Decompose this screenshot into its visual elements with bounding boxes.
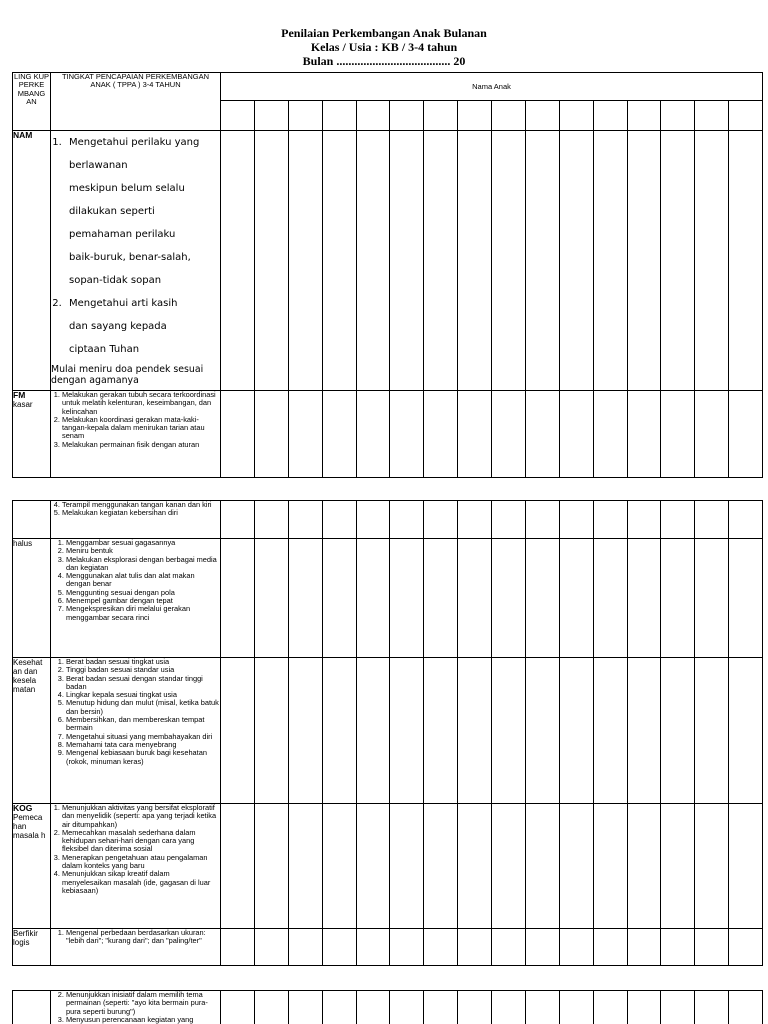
domain-label-halus: halus — [13, 539, 33, 548]
score-cell[interactable] — [492, 658, 526, 804]
score-cell[interactable] — [254, 391, 288, 478]
indicator-item: 5. Menggunting sesuai dengan pola — [66, 589, 220, 597]
score-cell[interactable] — [695, 804, 729, 929]
score-cell[interactable] — [288, 131, 322, 391]
score-cell[interactable] — [424, 658, 458, 804]
score-cell[interactable] — [525, 804, 559, 929]
name-cell[interactable] — [559, 101, 593, 131]
indicator-item: 4. Lingkar kepala sesuai tingkat usia — [66, 691, 220, 699]
score-cell[interactable] — [593, 929, 627, 966]
nam-indicator-2: 2. Mengetahui arti kasih dan sayang kepada ciptaan Tuhan — [65, 292, 220, 361]
nam-tail: Mulai meniru doa pendek sesuai dengan agamanya — [51, 364, 204, 386]
score-cell[interactable] — [661, 804, 695, 929]
tppa-header: TINGKAT PENCAPAIAN PERKEMBANGAN ANAK ( TPPA ) 3-4 TAHUN — [51, 73, 221, 131]
score-cell[interactable] — [559, 929, 593, 966]
score-cell[interactable] — [288, 539, 322, 658]
name-cell[interactable] — [627, 101, 661, 131]
score-cell[interactable] — [492, 391, 526, 478]
score-cell[interactable] — [322, 131, 356, 391]
score-cell[interactable] — [390, 131, 424, 391]
indicator-item: 6. Membersihkan, dan membereskan tempat bermain — [66, 716, 220, 733]
score-cell[interactable] — [695, 539, 729, 658]
indicator-item: 2. Menunjukkan inisiatif dalam memilih tema permainan (seperti: "ayo kita bermain pura-pura seperti burung") — [66, 991, 220, 1016]
score-cell[interactable] — [424, 501, 458, 539]
score-cell[interactable] — [356, 991, 390, 1024]
domain-code-kog: KOG — [13, 803, 33, 813]
score-cell[interactable] — [288, 658, 322, 804]
name-cell[interactable] — [390, 101, 424, 131]
name-cell[interactable] — [593, 101, 627, 131]
domain-code-fm: FM — [13, 390, 26, 400]
indicator-item: 1. Menggambar sesuai gagasannya — [66, 539, 220, 547]
score-cell[interactable] — [288, 501, 322, 539]
score-cell[interactable] — [356, 929, 390, 966]
score-cell[interactable] — [356, 501, 390, 539]
domain-label-logis: Berfikir logis — [13, 929, 38, 947]
indicator-item: 2. Melakukan koordinasi gerakan mata-kaki-tangan-kepala dalam menirukan tarian atau senam — [62, 416, 220, 441]
score-cell[interactable] — [322, 391, 356, 478]
name-cell[interactable] — [661, 101, 695, 131]
fm-kasar-indicators — [51, 391, 221, 478]
indicator-item: 6. Menempel gambar dengan tepat — [66, 597, 220, 605]
name-cell[interactable] — [221, 101, 255, 131]
score-cell[interactable] — [525, 991, 559, 1024]
indicator-item: 1. Menunjukkan aktivitas yang bersifat eksploratif dan menyelidik (seperti: apa yang terjadi ketika air ditumpahkan) — [62, 804, 220, 829]
domain-cell-kesehatan — [13, 658, 51, 804]
score-cell[interactable] — [356, 539, 390, 658]
score-cell[interactable] — [525, 391, 559, 478]
score-cell[interactable] — [525, 131, 559, 391]
score-cell[interactable] — [695, 391, 729, 478]
score-cell[interactable] — [424, 539, 458, 658]
domain-cell-logis — [13, 929, 51, 966]
score-cell[interactable] — [525, 539, 559, 658]
score-cell[interactable] — [322, 929, 356, 966]
score-cell[interactable] — [424, 131, 458, 391]
indicator-item: 2. Meniru bentuk — [66, 547, 220, 555]
assessment-table-1 — [12, 72, 763, 478]
score-cell[interactable] — [695, 991, 729, 1024]
indicator-item: 5. Menutup hidung dan mulut (misal, ketika batuk dan bersin) — [66, 699, 220, 716]
score-cell[interactable] — [221, 991, 255, 1024]
score-cell[interactable] — [729, 501, 763, 539]
score-cell[interactable] — [322, 539, 356, 658]
score-cell[interactable] — [593, 391, 627, 478]
name-cell[interactable] — [424, 101, 458, 131]
score-cell[interactable] — [729, 991, 763, 1024]
score-cell[interactable] — [661, 501, 695, 539]
indicator-item: 2. Memecahkan masalah sederhana dalam kehidupan sehari-hari dengan cara yang fleksibel dan diterima sosial — [62, 829, 220, 854]
score-cell[interactable] — [559, 658, 593, 804]
month-line: Bulan ...................................... 20 — [302, 54, 466, 68]
domain-cell-empty — [13, 501, 51, 539]
score-cell[interactable] — [356, 804, 390, 929]
score-cell[interactable] — [356, 658, 390, 804]
score-cell[interactable] — [254, 658, 288, 804]
score-cell[interactable] — [627, 391, 661, 478]
score-cell[interactable] — [254, 929, 288, 966]
score-cell[interactable] — [492, 501, 526, 539]
score-cell[interactable] — [695, 501, 729, 539]
score-cell[interactable] — [322, 804, 356, 929]
kesehatan-indicators — [51, 658, 221, 804]
score-cell[interactable] — [729, 658, 763, 804]
score-cell[interactable] — [627, 658, 661, 804]
score-cell[interactable] — [559, 804, 593, 929]
score-cell[interactable] — [254, 539, 288, 658]
domain-code-nam: NAM — [13, 130, 33, 140]
report-title: Penilaian Perkembangan Anak Bulanan — [281, 26, 487, 40]
score-cell[interactable] — [559, 991, 593, 1024]
score-cell[interactable] — [424, 391, 458, 478]
score-cell[interactable] — [661, 929, 695, 966]
assessment-table-2 — [12, 500, 763, 966]
score-cell[interactable] — [221, 501, 255, 539]
score-cell[interactable] — [593, 131, 627, 391]
score-cell[interactable] — [661, 539, 695, 658]
score-cell[interactable] — [322, 658, 356, 804]
indicator-item: 4. Terampil menggunakan tangan kanan dan kiri — [62, 501, 220, 509]
score-cell[interactable] — [627, 131, 661, 391]
bottom-indicators — [51, 991, 221, 1024]
nama-anak-header: Nama Anak — [221, 73, 763, 101]
score-cell[interactable] — [221, 391, 255, 478]
score-cell[interactable] — [424, 804, 458, 929]
score-cell[interactable] — [221, 929, 255, 966]
kog-indicators — [51, 804, 221, 929]
score-cell[interactable] — [729, 131, 763, 391]
score-cell[interactable] — [627, 804, 661, 929]
score-cell[interactable] — [695, 929, 729, 966]
score-cell[interactable] — [627, 991, 661, 1024]
score-cell[interactable] — [288, 391, 322, 478]
score-cell[interactable] — [390, 391, 424, 478]
score-cell[interactable] — [254, 991, 288, 1024]
score-cell[interactable] — [729, 391, 763, 478]
lingkup-header: LING KUP PERKE MBANG AN — [13, 73, 51, 131]
score-cell[interactable] — [458, 539, 492, 658]
score-cell[interactable] — [593, 804, 627, 929]
score-cell[interactable] — [288, 929, 322, 966]
score-cell[interactable] — [492, 131, 526, 391]
name-cell[interactable] — [525, 101, 559, 131]
score-cell[interactable] — [661, 131, 695, 391]
indicator-item: 3. Menyusun perencanaan kegiatan yang — [66, 1016, 220, 1024]
score-cell[interactable] — [661, 391, 695, 478]
score-cell[interactable] — [458, 804, 492, 929]
score-cell[interactable] — [254, 501, 288, 539]
domain-cell-empty — [13, 991, 51, 1024]
indicator-item: 2. Tinggi badan sesuai standar usia — [66, 666, 220, 674]
indicator-item: 8. Memahami tata cara menyebrang — [66, 741, 220, 749]
score-cell[interactable] — [492, 991, 526, 1024]
score-cell[interactable] — [593, 991, 627, 1024]
indicator-item: 5. Melakukan kegiatan kebersihan diri — [62, 509, 220, 517]
logis-indicators — [51, 929, 221, 966]
score-cell[interactable] — [695, 131, 729, 391]
score-cell[interactable] — [390, 539, 424, 658]
name-cell[interactable] — [254, 101, 288, 131]
domain-cell-kog — [13, 804, 51, 929]
halus-indicators — [51, 539, 221, 658]
score-cell[interactable] — [424, 929, 458, 966]
score-cell[interactable] — [661, 991, 695, 1024]
score-cell[interactable] — [492, 929, 526, 966]
score-cell[interactable] — [559, 539, 593, 658]
domain-label-kesehatan: Kesehat an dan kesela matan — [13, 658, 43, 694]
domain-label-kog: Pemeca han masala h — [13, 813, 46, 840]
indicator-item: 3. Menerapkan pengetahuan atau pengalaman dalam konteks yang baru — [62, 854, 220, 871]
indicator-item: 7. Mengetahui situasi yang membahayakan diri — [66, 733, 220, 741]
score-cell[interactable] — [390, 991, 424, 1024]
indicator-item: 1. Mengenal perbedaan berdasarkan ukuran: "lebih dari"; "kurang dari"; dan "paling/ter" — [66, 929, 220, 946]
score-cell[interactable] — [627, 501, 661, 539]
score-cell[interactable] — [593, 501, 627, 539]
score-cell[interactable] — [458, 501, 492, 539]
name-cell[interactable] — [288, 101, 322, 131]
score-cell[interactable] — [424, 991, 458, 1024]
score-cell[interactable] — [729, 929, 763, 966]
name-cell[interactable] — [356, 101, 390, 131]
name-cell[interactable] — [492, 101, 526, 131]
domain-cell-nam — [13, 131, 51, 391]
score-cell[interactable] — [221, 131, 255, 391]
score-cell[interactable] — [627, 929, 661, 966]
score-cell[interactable] — [559, 501, 593, 539]
score-cell[interactable] — [559, 131, 593, 391]
score-cell[interactable] — [695, 658, 729, 804]
score-cell[interactable] — [221, 539, 255, 658]
score-cell[interactable] — [492, 804, 526, 929]
indicator-item: 1. Melakukan gerakan tubuh secara terkoordinasi untuk melatih kelenturan, keseimbangan, dan kelincahan — [62, 391, 220, 416]
assessment-table-3 — [12, 990, 763, 1024]
score-cell[interactable] — [390, 929, 424, 966]
score-cell[interactable] — [288, 991, 322, 1024]
indicator-item: 3. Melakukan permainan fisik dengan aturan — [62, 441, 220, 449]
name-cell[interactable] — [458, 101, 492, 131]
indicator-item: 9. Mengenal kebiasaan buruk bagi kesehatan (rokok, minuman keras) — [66, 749, 220, 766]
name-cell[interactable] — [695, 101, 729, 131]
score-cell[interactable] — [221, 804, 255, 929]
score-cell[interactable] — [288, 804, 322, 929]
score-cell[interactable] — [322, 991, 356, 1024]
indicator-item: 3. Berat badan sesuai dengan standar tinggi badan — [66, 675, 220, 692]
score-cell[interactable] — [458, 658, 492, 804]
class-line: Kelas / Usia : KB / 3-4 tahun — [310, 40, 458, 54]
score-cell[interactable] — [390, 658, 424, 804]
nam-indicator-1: 1. Mengetahui perilaku yang berlawanan meskipun belum selalu dilakukan seperti pemahaman perilaku baik-buruk, benar-salah, sopan-tidak sopan — [65, 131, 220, 292]
score-cell[interactable] — [593, 658, 627, 804]
name-cell[interactable] — [729, 101, 763, 131]
score-cell[interactable] — [390, 804, 424, 929]
score-cell[interactable] — [458, 131, 492, 391]
score-cell[interactable] — [627, 539, 661, 658]
domain-label-kasar: kasar — [13, 400, 33, 409]
indicator-item: 4. Menunjukkan sikap kreatif dalam menyelesaikan masalah (ide, gagasan di luar kebiasaan) — [62, 870, 220, 895]
score-cell[interactable] — [356, 391, 390, 478]
score-cell[interactable] — [458, 929, 492, 966]
score-cell[interactable] — [525, 658, 559, 804]
indicator-item: 3. Melakukan eksplorasi dengan berbagai media dan kegiatan — [66, 556, 220, 573]
score-cell[interactable] — [525, 929, 559, 966]
nam-indicators — [51, 131, 221, 391]
score-cell[interactable] — [390, 501, 424, 539]
score-cell[interactable] — [492, 539, 526, 658]
score-cell[interactable] — [661, 658, 695, 804]
indicator-item: 1. Berat badan sesuai tingkat usia — [66, 658, 220, 666]
score-cell[interactable] — [593, 539, 627, 658]
score-cell[interactable] — [254, 131, 288, 391]
score-cell[interactable] — [356, 131, 390, 391]
score-cell[interactable] — [458, 391, 492, 478]
score-cell[interactable] — [322, 501, 356, 539]
score-cell[interactable] — [254, 804, 288, 929]
name-cell[interactable] — [322, 101, 356, 131]
score-cell[interactable] — [729, 804, 763, 929]
domain-cell-fm — [13, 391, 51, 478]
score-cell[interactable] — [729, 539, 763, 658]
fm-cont-indicators — [51, 501, 221, 539]
indicator-item: 7. Mengekspresikan diri melalui gerakan menggambar secara rinci — [66, 605, 220, 622]
domain-cell-halus — [13, 539, 51, 658]
score-cell[interactable] — [525, 501, 559, 539]
indicator-item: 4. Menggunakan alat tulis dan alat makan dengan benar — [66, 572, 220, 589]
score-cell[interactable] — [221, 658, 255, 804]
score-cell[interactable] — [559, 391, 593, 478]
score-cell[interactable] — [458, 991, 492, 1024]
